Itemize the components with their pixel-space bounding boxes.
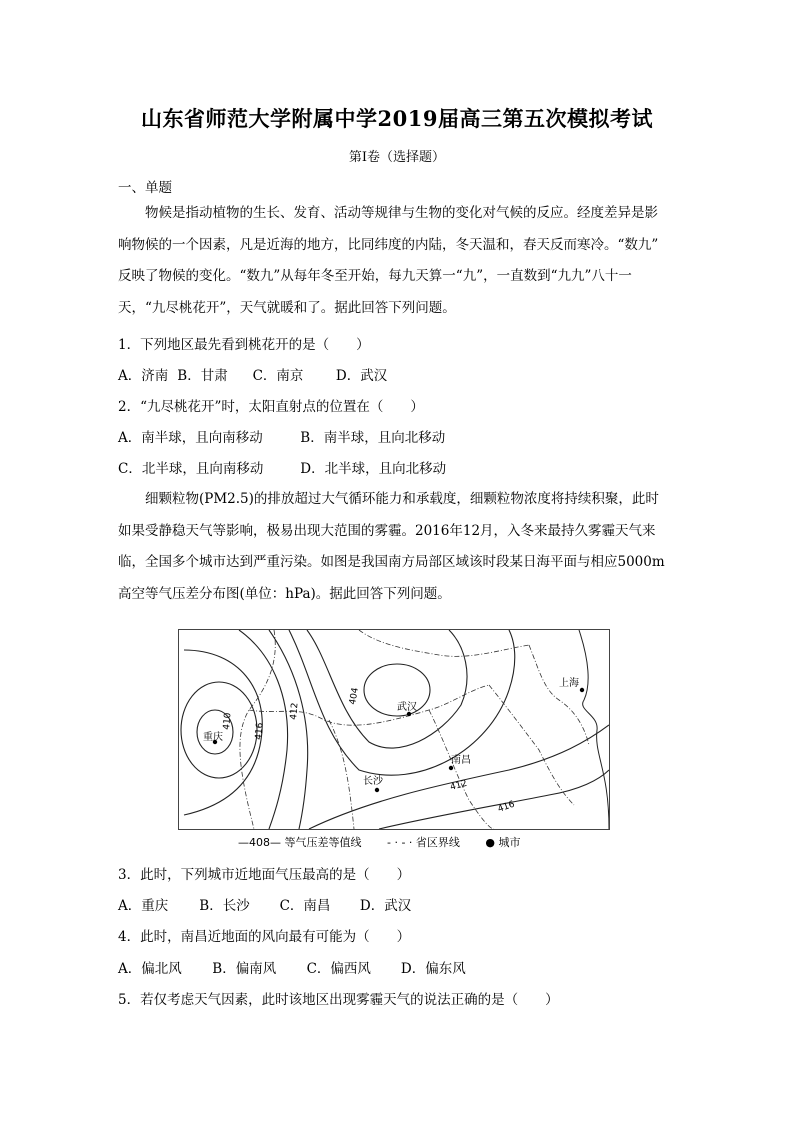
option-b[interactable]: B．甘肃	[177, 368, 228, 384]
passage-line: 高空等气压差分布图(单位：hPa)。据此回答下列问题。	[118, 585, 451, 602]
option-c[interactable]: C．南京	[252, 368, 304, 384]
option-a[interactable]: A．重庆	[118, 898, 169, 914]
contour-label: 416	[254, 722, 266, 741]
province-boundary	[529, 645, 589, 745]
question-5-stem: 5．若仅考虑天气因素，此时该地区出现雾霾天气的说法正确的是（ ）	[118, 992, 559, 1008]
passage-line: 反映了物候的变化。“数九”从每年冬至开始，每九天算一“九”，一直数到“九九”八十一	[118, 268, 632, 284]
option-d[interactable]: D．武汉	[359, 898, 412, 914]
question-2-stem: 2．“九尽桃花开”时，太阳直射点的位置在（ ）	[118, 399, 424, 415]
contour-line	[181, 682, 257, 778]
province-boundary	[429, 710, 494, 829]
contour-label: 412	[449, 778, 469, 793]
section-heading: 一、单题	[118, 180, 172, 196]
option-a[interactable]: A．偏北风	[118, 961, 182, 977]
passage-line: 细颗粒物(PM2.5)的排放超过大气循环能力和承载度，细颗粒物浓度将持续积聚，此时	[145, 491, 659, 507]
contour-line	[184, 650, 262, 815]
question-2-options-row1	[118, 426, 445, 446]
city-label: 武汉	[397, 702, 417, 713]
province-boundary	[329, 720, 354, 829]
question-1-options	[118, 364, 387, 384]
option-a[interactable]: A．南半球，且向南移动	[118, 430, 263, 446]
city-label: 长沙	[363, 776, 383, 787]
passage-phenology	[118, 198, 678, 324]
contour-line	[379, 770, 609, 829]
option-d[interactable]: D．偏东风	[400, 961, 466, 977]
exam-subtitle: 第I卷（选择题）	[348, 150, 446, 165]
question-4-stem: 4．此时，南昌近地面的风向最有可能为（ ）	[118, 929, 411, 945]
passage-line: 如果受静稳天气等影响，极易出现大范围的雾霾。2016年12月，入冬来最持久雾霾天气来	[118, 522, 656, 539]
question-1-stem: 1．下列地区最先看到桃花开的是（ ）	[118, 337, 370, 353]
question-4-options	[118, 957, 466, 977]
passage-line: 响物候的一个因素，凡是近海的地方，比同纬度的内陆，冬天温和，春天反而寒冷。“数九”	[118, 236, 659, 253]
passage-haze	[118, 484, 678, 610]
option-d[interactable]: D．武汉	[335, 368, 388, 384]
city-dot	[375, 788, 379, 792]
province-boundary	[489, 685, 574, 805]
city-label: 重庆	[203, 732, 223, 743]
contour-line	[309, 725, 609, 829]
map-legend	[238, 834, 543, 850]
province-boundary	[359, 630, 529, 656]
city-dot	[580, 688, 584, 692]
city-label: 上海	[559, 678, 579, 689]
legend-boundary: - · - · 省区界线	[387, 836, 460, 849]
pressure-difference-map	[178, 629, 610, 830]
option-c[interactable]: C．南昌	[279, 898, 331, 914]
option-c[interactable]: C．偏西风	[306, 961, 371, 977]
contour-label: 410	[222, 712, 234, 731]
question-3-stem: 3．此时，下列城市近地面气压最高的是（ ）	[118, 867, 411, 883]
option-a[interactable]: A．济南	[118, 368, 169, 384]
option-b[interactable]: B．南半球，且向北移动	[300, 430, 446, 446]
question-2-options-row2	[118, 457, 446, 477]
option-d[interactable]: D．北半球，且向北移动	[300, 461, 447, 477]
passage-line: 临，全国多个城市达到严重污染。如图是我国南方局部区域该时段某日海平面与相应5000m	[118, 554, 665, 570]
option-c[interactable]: C．北半球，且向南移动	[118, 461, 264, 477]
city-label: 南昌	[451, 755, 471, 766]
legend-contour: —408— 等气压差等值线	[238, 836, 362, 849]
passage-line: 物候是指动植物的生长、发育、活动等规律与生物的变化对气候的反应。经度差异是影	[145, 205, 658, 221]
contour-label: 412	[289, 702, 301, 721]
map-drawing	[179, 630, 609, 829]
city-dot	[449, 766, 453, 770]
contour-line	[307, 630, 467, 748]
option-b[interactable]: B．偏南风	[212, 961, 277, 977]
passage-line: 天，“九尽桃花开”，天气就暖和了。据此回答下列问题。	[118, 299, 456, 316]
option-b[interactable]: B．长沙	[199, 898, 250, 914]
contour-label: 416	[496, 799, 517, 815]
question-3-options	[118, 894, 411, 914]
exam-title: 山东省师范大学附属中学2019届高三第五次模拟考试	[141, 106, 653, 131]
contour-label: 404	[348, 686, 361, 706]
legend-city: ● 城市	[485, 836, 521, 849]
